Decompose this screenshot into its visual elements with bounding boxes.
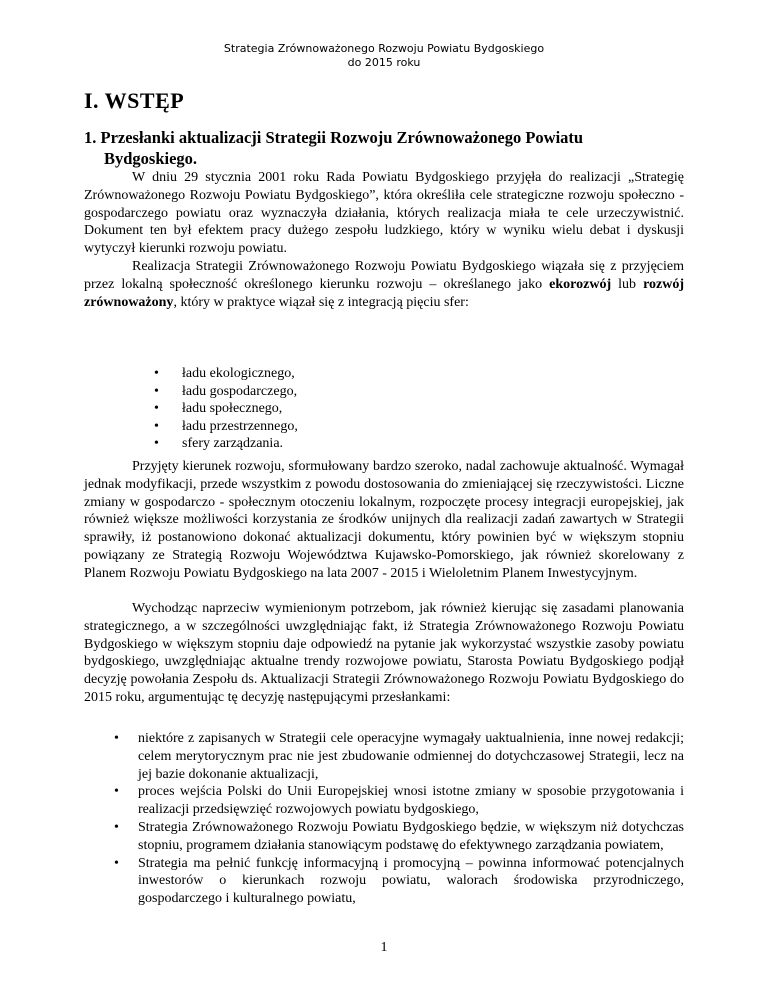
list-item: • sfery zarządzania. (180, 435, 298, 453)
chapter-title: I. WSTĘP (84, 88, 185, 113)
page-number: 1 (380, 940, 388, 955)
paragraph-4: Wychodząc naprzeciw wymienionym potrzebom, jak również kierując się zasadami planowania strategicznego, a w szczególności uwzględniając fakt, iż Strategia Zrównoważonego Rozwoju Powiatu Bydgoskiego w większym stopniu daje odpowiedź na pytanie jak wykorzystać wszystkie zasoby powiatu bydgoskiego, uwzględniając aktualne trendy rozwojowe powiatu, Starosta Powiatu Bydgoskiego podjął decyzję powołania Zespołu ds. Aktualizacji Strategii Zrównoważonego Rozwoju Powiatu Bydgoskiego do 2015 roku, argumentując tę decyzję następującymi przesłankami: (84, 601, 684, 705)
premises-list (114, 730, 684, 908)
list-item: • niektóre z zapisanych w Strategii cele operacyjne wymagały uaktualnienia, inne nowej redakcji; celem merytorycznym prac nie jest zbudowanie odmiennej do dotychczasowej Strategii, lecz na jej bazie dokonanie aktualizacji, (114, 730, 684, 783)
section-title-line1: 1. Przesłanki aktualizacji Strategii Rozwoju Zrównoważonego Powiatu (84, 128, 584, 147)
running-header (0, 42, 768, 70)
paragraph-2-text-start: Realizacja Strategii Zrównoważonego Rozwoju Powiatu Bydgoskiego wiązała się z przyjęciem przez lokalną społeczność określonego kierunku rozwoju – określanego jako (84, 259, 684, 292)
paragraph-3: Przyjęty kierunek rozwoju, sformułowany bardzo szeroko, nadal zachowuje aktualność. Wymagał jednak modyfikacji, przede wszystkim z powodu dostosowania do zmieniającej się rzeczywistości. Liczne zmiany w gospodarczo - społecznym otoczeniu lokalnym, rozpoczęte procesy integracji europejskiej, jak również większe możliwości korzystania ze środków unijnych dla realizacji zadań zawartych w Strategii sprawiły, iż postanowiono dokonać aktualizacji dokumentu, który powinien być w większym stopniu powiązany ze Strategią Rozwoju Województwa Kujawsko-Pomorskiego, jak również skorelowany z Planem Rozwoju Powiatu Bydgoskiego na lata 2007 - 2015 i Wieloletnim Planem Inwestycyjnym. (84, 459, 684, 581)
paragraph-2-text-end: , który w praktyce wiązał się z integracją pięciu sfer: (173, 294, 469, 310)
term-rozwoj-zrownowazony: rozwój zrównoważony (84, 276, 685, 310)
spheres-list (180, 365, 298, 453)
list-item: • ładu gospodarczego, (180, 383, 298, 401)
section-title (84, 127, 684, 169)
list-item: • ładu społecznego, (180, 400, 298, 418)
paragraph-1: W dniu 29 stycznia 2001 roku Rada Powiatu Bydgoskiego przyjęła do realizacji „Strategię Zrównoważonego Rozwoju Powiatu Bydgoskiego”, która określiła cele strategiczne rozwoju społeczno - gospodarczego powiatu oraz wyznaczyła działania, których realizacja miała te cele urzeczywistnić. Dokument ten był efektem pracy dużego zespołu ludzkiego, który w wyniku wielu debat i dyskusji wytyczył kierunki rozwoju powiatu. (84, 170, 684, 257)
list-item: • Strategia ma pełnić funkcję informacyjną i promocyjną – powinna informować potencjalnych inwestorów o kierunkach rozwoju powiatu, walorach środowiska przyrodniczego, gospodarczego i kulturalnego powiatu, (114, 855, 684, 908)
running-header-line1: Strategia Zrównoważonego Rozwoju Powiatu Bydgoskiego (223, 42, 545, 55)
list-item: • ładu przestrzennego, (180, 418, 298, 436)
list-item: • Strategia Zrównoważonego Rozwoju Powiatu Bydgoskiego będzie, w większym niż dotychczas stopniu, programem działania stanowiącym podstawę do efektywnego zarządzania powiatem, (114, 819, 684, 855)
list-item: • proces wejścia Polski do Unii Europejskiej wnosi istotne zmiany w sposobie przygotowania i realizacji przedsięwzięć rozwojowych powiatu bydgoskiego, (114, 783, 684, 819)
list-item: • ładu ekologicznego, (180, 365, 298, 383)
running-header-line2: do 2015 roku (347, 56, 421, 69)
term-ekorozwoj: ekorozwój (549, 276, 612, 292)
section-title-line2: Bydgoskiego. (104, 149, 198, 168)
paragraph-2 (84, 258, 684, 311)
paragraph-2-text-mid: lub (611, 276, 644, 292)
